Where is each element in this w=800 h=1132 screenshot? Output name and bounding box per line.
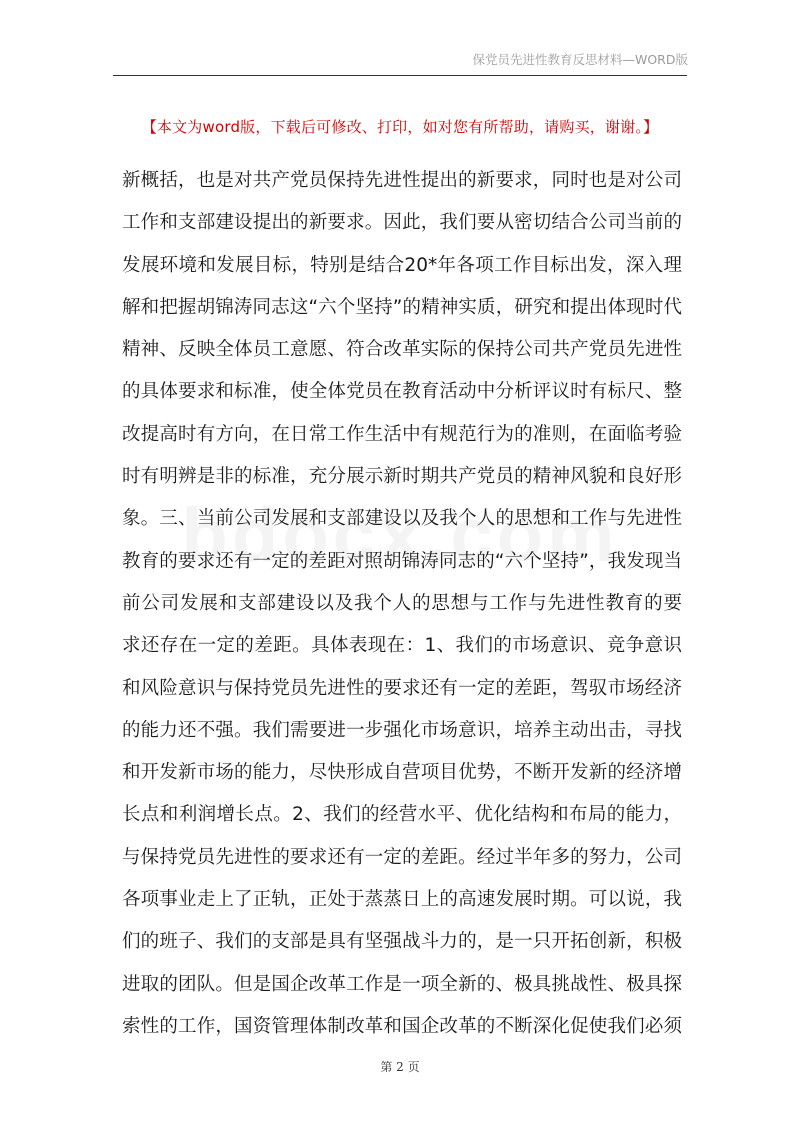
header-title: 保党员先进性教育反思材料—WORD版 — [472, 52, 688, 67]
body-line: 改提高时有方向，在日常工作生活中有规范行为的准则，在面临考验 — [122, 423, 682, 445]
body-line: 象。三、当前公司发展和支部建设以及我个人的思想和工作与先进性 — [122, 508, 682, 530]
document-body — [122, 160, 682, 1048]
body-line: 解和把握胡锦涛同志这“六个坚持”的精神实质，研究和提出体现时代 — [122, 296, 682, 318]
body-line: 与保持党员先进性的要求还有一定的差距。经过半年多的努力，公司 — [122, 846, 682, 868]
body-line: 发展环境和发展目标，特别是结合20*年各项工作目标出发，深入理 — [122, 254, 682, 276]
body-line: 精神、反映全体员工意愿、符合改革实际的保持公司共产党员先进性 — [122, 339, 682, 361]
body-line: 索性的工作，国资管理体制改革和国企改革的不断深化促使我们必须 — [122, 1015, 682, 1037]
body-line: 长点和利润增长点。2、我们的经营水平、优化结构和布局的能力， — [122, 804, 682, 826]
page-number: 第 2 页 — [380, 1060, 420, 1074]
body-line: 和开发新市场的能力，尽快形成自营项目优势，不断开发新的经济增 — [122, 762, 682, 784]
body-line: 的能力还不强。我们需要进一步强化市场意识，培养主动出击，寻找 — [122, 719, 682, 741]
body-line: 进取的团队。但是国企改革工作是一项全新的、极具挑战性、极具探 — [122, 973, 682, 995]
body-line: 前公司发展和支部建设以及我个人的思想与工作与先进性教育的要 — [122, 592, 682, 614]
download-notice: 【本文为word版，下载后可修改、打印，如对您有所帮助，请购买，谢谢。】 — [141, 118, 659, 136]
body-line: 工作和支部建设提出的新要求。因此，我们要从密切结合公司当前的 — [122, 212, 682, 234]
body-line: 各项事业走上了正轨，正处于蒸蒸日上的高速发展时期。可以说，我 — [122, 889, 682, 911]
body-line: 的具体要求和标准，使全体党员在教育活动中分析评议时有标尺、整 — [122, 381, 682, 403]
header-divider — [113, 75, 687, 76]
body-line: 时有明辨是非的标准，充分展示新时期共产党员的精神风貌和良好形 — [122, 466, 682, 488]
body-line: 和风险意识与保持党员先进性的要求还有一定的差距，驾驭市场经济 — [122, 677, 682, 699]
body-line: 们的班子、我们的支部是具有坚强战斗力的，是一只开拓创新，积极 — [122, 931, 682, 953]
body-line: 教育的要求还有一定的差距对照胡锦涛同志的“六个坚持”，我发现当 — [122, 550, 682, 572]
body-line: 求还存在一定的差距。具体表现在：1、我们的市场意识、竞争意识 — [122, 635, 682, 657]
body-line: 新概括，也是对共产党员保持先进性提出的新要求，同时也是对公司 — [122, 170, 682, 191]
